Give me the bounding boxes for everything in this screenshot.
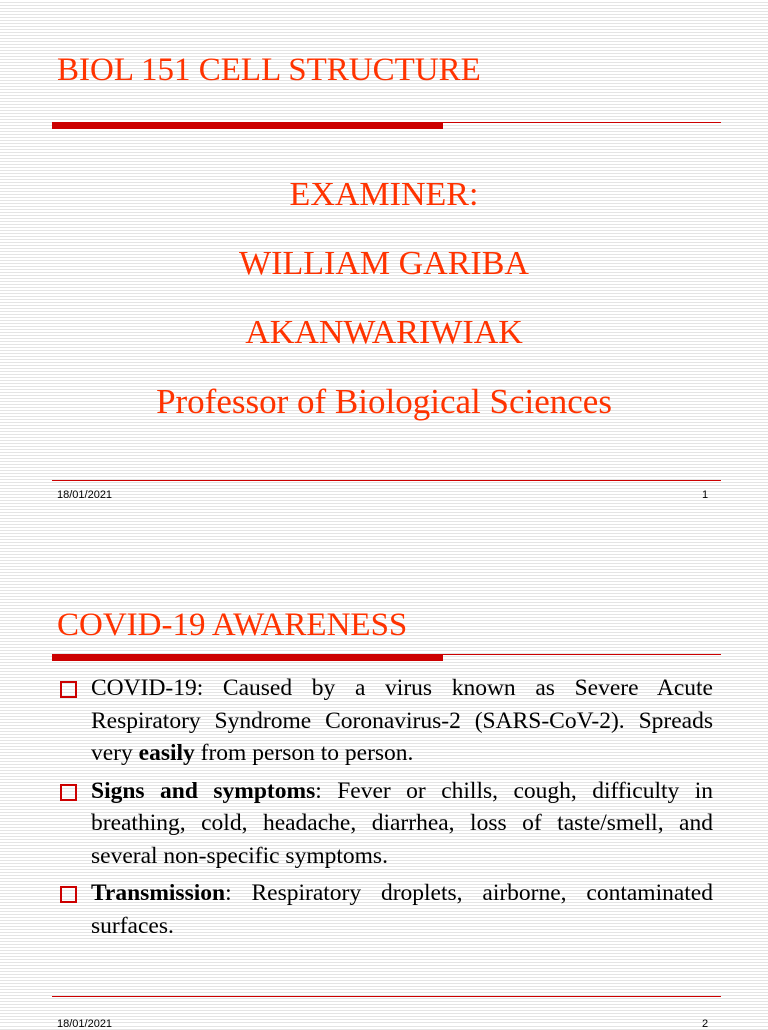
page-number: 1	[702, 489, 709, 501]
bullet-text: : Respiratory droplets, airborne, contaminated surfaces.	[91, 880, 713, 939]
bullet-heading: Signs and symptoms	[91, 777, 316, 804]
title-underline-thick	[52, 122, 443, 129]
hollow-square-bullet-icon	[60, 681, 77, 698]
footer-rule	[52, 996, 721, 997]
bullet-text: from person to person.	[194, 740, 414, 766]
bullet-emphasis: easily	[138, 740, 195, 766]
page-number: 2	[702, 1018, 709, 1030]
bullet-text: : Fever or chills, cough, difficulty in breathing, cold, headache, diarrhea, loss of taste/smell, and several non-specific symptoms.	[91, 777, 713, 869]
list-item	[57, 672, 713, 770]
list-item	[57, 775, 713, 873]
title-underline-thick	[52, 654, 443, 661]
title-underline-thin	[443, 654, 721, 655]
slide-1	[0, 0, 768, 512]
slide-title: BIOL 151 CELL STRUCTURE	[57, 52, 481, 88]
slide-2	[0, 512, 768, 1030]
title-underline-thin	[443, 122, 721, 123]
examiner-name-line2: AKANWARIWIAK	[245, 314, 523, 351]
footer-rule	[52, 480, 721, 481]
hollow-square-bullet-icon	[60, 784, 77, 801]
hollow-square-bullet-icon	[60, 886, 77, 903]
footer-date: 18/01/2021	[57, 1018, 113, 1030]
bullet-text: COVID-19: Caused by a virus known as Severe Acute Respiratory Syndrome Coronavirus-2 (SARS-CoV-2). Spreads very	[91, 675, 713, 766]
footer-date: 18/01/2021	[57, 489, 113, 501]
examiner-name-line1: WILLIAM GARIBA	[239, 245, 529, 282]
examiner-label: EXAMINER:	[289, 176, 479, 213]
bullet-heading: Transmission	[91, 880, 226, 906]
examiner-block	[0, 167, 768, 443]
bullet-list	[57, 672, 713, 947]
examiner-position: Professor of Biological Sciences	[156, 382, 612, 421]
list-item	[57, 877, 713, 942]
slide-title: COVID-19 AWARENESS	[57, 607, 408, 643]
